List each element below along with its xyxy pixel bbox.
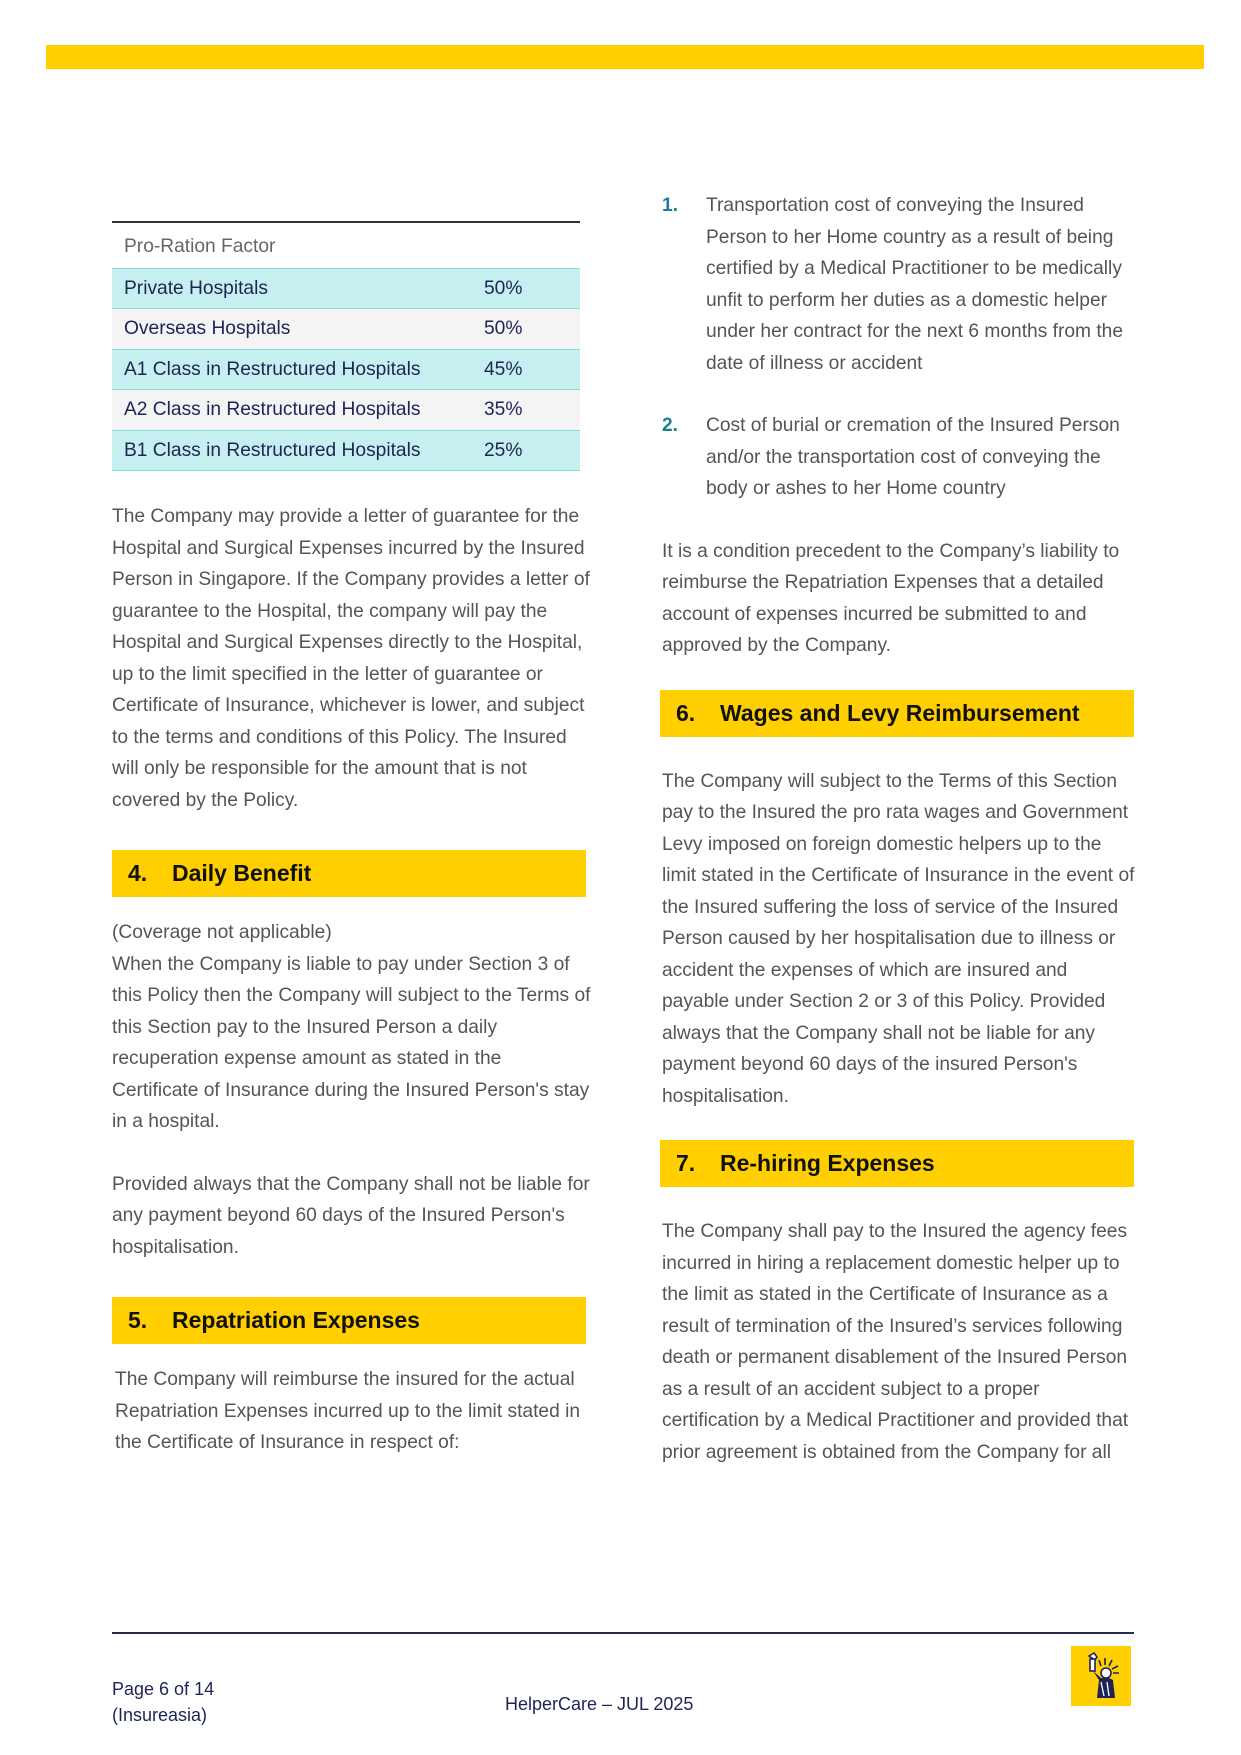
guarantee-paragraph: The Company may provide a letter of guarantee for the Hospital and Surgical Expenses incurred by the Insured Person in Singapore. If the Company provides a letter of guarantee to the Hospital, the company will pay the Hospital and Surgical Expenses directly to the Hospital, up to the limit specified in the letter of guarantee or Certificate of Insurance, whichever is lower, and subject to the terms and conditions of this Policy. The Insured will only be responsible for the amount that is not covered by the Policy. bbox=[112, 506, 590, 811]
pro-ration-table bbox=[112, 221, 580, 471]
row-label: A1 Class in Restructured Hospitals bbox=[112, 349, 472, 390]
section-title: Daily Benefit bbox=[172, 860, 312, 886]
footer-doc-label: HelperCare – JUL 2025 bbox=[505, 1694, 694, 1714]
table-row bbox=[112, 390, 580, 431]
table-row bbox=[112, 430, 580, 471]
left-column bbox=[112, 190, 592, 1459]
section-heading-rehiring bbox=[660, 1140, 1134, 1187]
footer-page-info bbox=[112, 1676, 214, 1728]
row-value: 50% bbox=[472, 309, 580, 350]
coverage-note: (Coverage not applicable) bbox=[112, 922, 332, 943]
row-value: 35% bbox=[472, 390, 580, 431]
section-number: 5. bbox=[128, 1307, 148, 1333]
list-text: Cost of burial or cremation of the Insured Person and/or the transportation cost of conveying the body or ashes to her Home country bbox=[706, 415, 1120, 499]
daily-benefit-proviso: Provided always that the Company shall not be liable for any payment beyond 60 days of the Insured Person's hospitalisation. bbox=[112, 1173, 590, 1258]
section-number: 7. bbox=[676, 1150, 696, 1176]
daily-benefit-paragraph: When the Company is liable to pay under Section 3 of this Policy then the Company will subject to the Terms of this Section pay to the Insured Person a daily recuperation expense amount as stated in the Certificate of Insurance during the Insured Person's stay in a hospital. bbox=[112, 953, 591, 1132]
list-item bbox=[662, 190, 1137, 379]
right-column bbox=[662, 190, 1137, 1468]
table-row bbox=[112, 309, 580, 350]
list-item bbox=[662, 410, 1137, 505]
section-title: Re-hiring Expenses bbox=[720, 1150, 935, 1176]
list-marker: 1. bbox=[662, 195, 679, 216]
section-heading-wages-levy bbox=[660, 690, 1134, 737]
page-number: Page 6 of 14 bbox=[112, 1679, 215, 1699]
table-row bbox=[112, 268, 580, 309]
list-marker: 2. bbox=[662, 415, 679, 436]
repatriation-paragraph: The Company will reimburse the insured for the actual Repatriation Expenses incurred up to the limit stated in the Certificate of Insurance in respect of: bbox=[115, 1369, 581, 1453]
row-value: 45% bbox=[472, 349, 580, 390]
condition-paragraph: It is a condition precedent to the Company’s liability to reimburse the Repatriation Expenses that a detailed account of expenses incurred be submitted to and approved by the Company. bbox=[662, 540, 1120, 656]
section-title: Repatriation Expenses bbox=[172, 1307, 420, 1333]
section-title: Wages and Levy Reimbursement bbox=[720, 699, 1080, 726]
section-number: 4. bbox=[128, 860, 148, 886]
list-text: Transportation cost of conveying the Insured Person to her Home country as a result of being certified by a Medical Practitioner to be medically unfit to perform her duties as a domestic helper under her contract for the next 6 months from the date of illness or accident bbox=[706, 195, 1124, 374]
section-heading-daily-benefit bbox=[112, 850, 586, 897]
row-value: 50% bbox=[472, 268, 580, 309]
section-heading-repatriation bbox=[112, 1297, 586, 1344]
section-number: 6. bbox=[676, 699, 696, 726]
header-accent-bar bbox=[46, 45, 1204, 69]
table-header: Pro-Ration Factor bbox=[124, 236, 276, 257]
rehiring-paragraph: The Company shall pay to the Insured the agency fees incurred in hiring a replacement domestic helper up to the limit as stated in the Certificate of Insurance as a result of termination of the Insured’s services following death or permanent disablement of the Insured Person as a result of an accident subject to a proper certification by a Medical Practitioner and provided that prior agreement is obtained from the Company for all bbox=[662, 1221, 1129, 1463]
row-label: Private Hospitals bbox=[112, 268, 472, 309]
footer-divider bbox=[112, 1632, 1134, 1634]
table-header-row bbox=[112, 222, 580, 268]
row-label: B1 Class in Restructured Hospitals bbox=[112, 430, 472, 471]
statue-of-liberty-logo-icon bbox=[1071, 1646, 1131, 1706]
row-label: Overseas Hospitals bbox=[112, 309, 472, 350]
row-value: 25% bbox=[472, 430, 580, 471]
company-name: (Insureasia) bbox=[112, 1705, 208, 1725]
row-label: A2 Class in Restructured Hospitals bbox=[112, 390, 472, 431]
table-row bbox=[112, 349, 580, 390]
wages-levy-paragraph: The Company will subject to the Terms of this Section pay to the Insured the pro rata wages and Government Levy imposed on foreign domestic helpers up to the limit stated in the Certificate of Insurance in the event of the Insured suffering the loss of service of the Insured Person caused by her hospitalisation due to illness or accident the expenses of which are insured and payable under Section 2 or 3 of this Policy. Provided always that the Company shall not be liable for any payment beyond 60 days of the insured Person's hospitalisation. bbox=[662, 770, 1135, 1107]
